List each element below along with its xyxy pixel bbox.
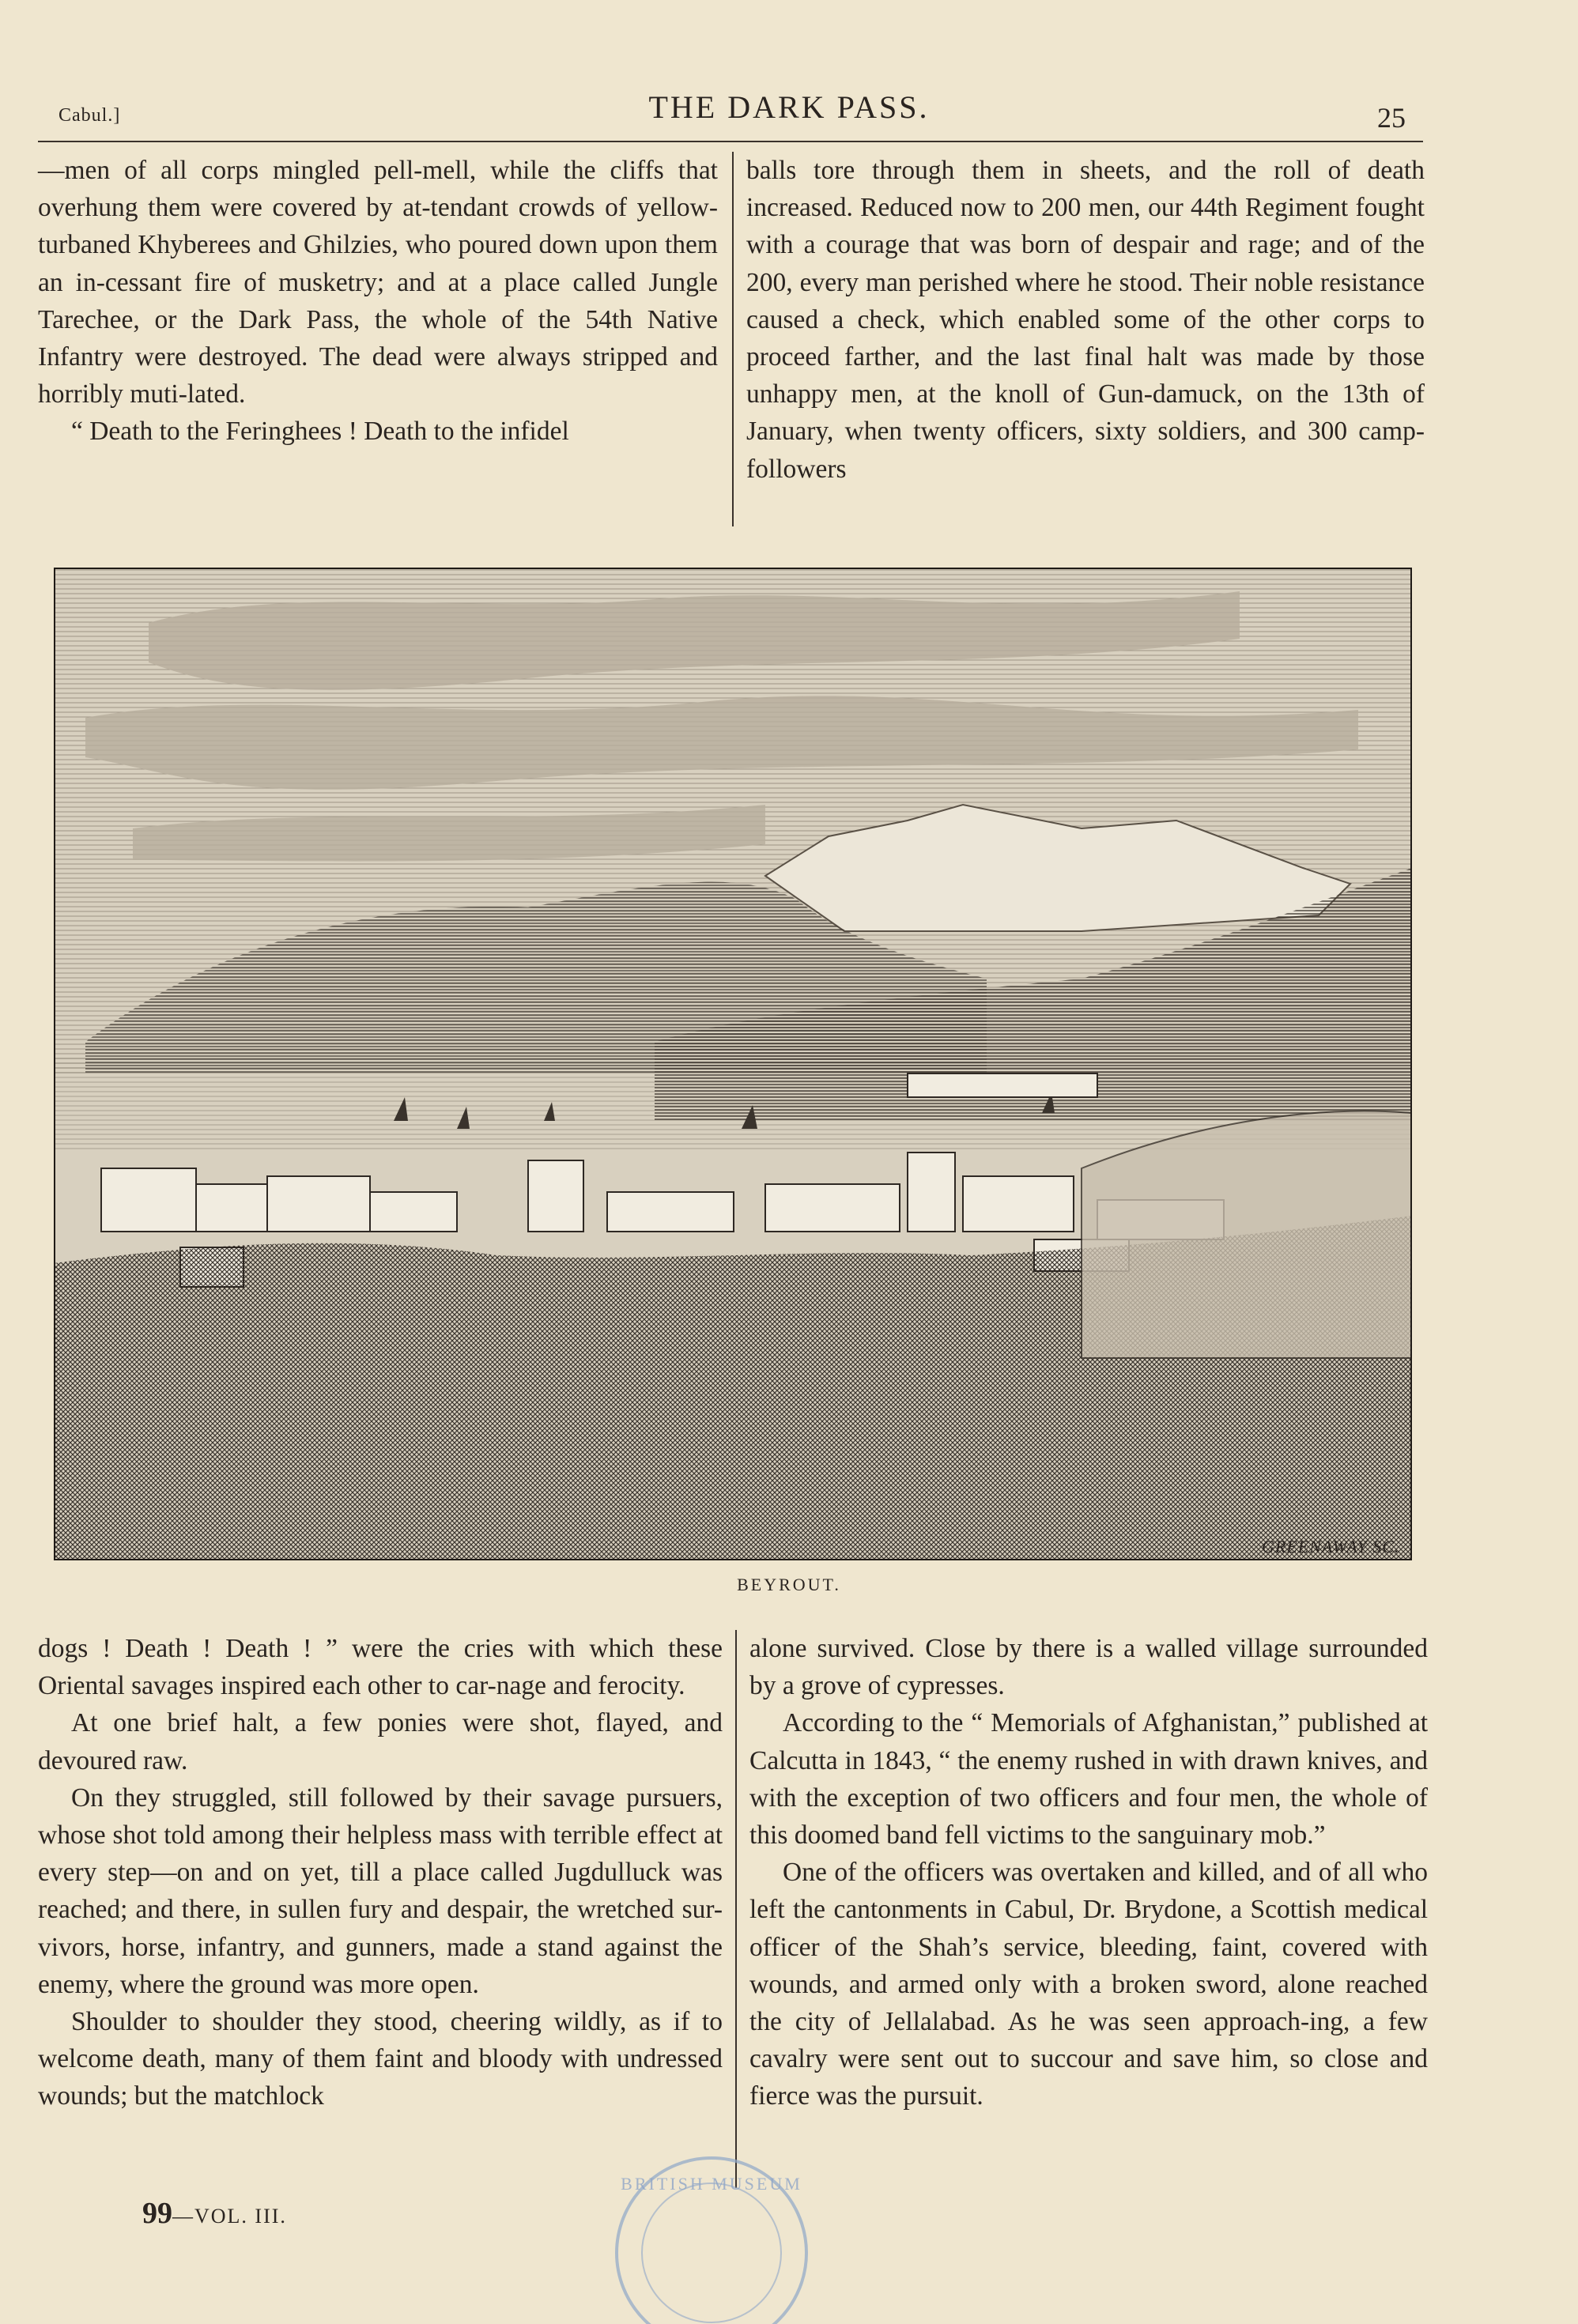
paragraph: “ Death to the Feringhees ! Death to the infidel — [71, 417, 569, 447]
bottom-left-column — [38, 1630, 723, 2115]
beyrout-engraving — [54, 568, 1412, 1560]
paragraph: On they struggled, still followed by their savage pursuers, whose shot told among their helpless mass with terrible effect at every step—on and on yet, till a place called Jugdulluck was reached; and there, in sullen fury and despair, the wretched sur-vivors, horse, infantry, and gunners, made a stand against the enemy, where the ground was more open. — [38, 1783, 723, 1999]
stamp-text: BRITISH MUSEUM — [621, 2174, 802, 2194]
paragraph: dogs ! Death ! Death ! ” were the cries with which these Oriental savages inspired each other to car-nage and ferocity. — [38, 1634, 723, 1701]
running-head-section: Cabul.] — [59, 105, 121, 126]
paragraph: —men of all corps mingled pell-mell, while the cliffs that overhung them were covered by at-tendant crowds of yellow-turbaned Khyberees and Ghilzies, who poured down upon them an in-cessant fire of musketry; and at a place called Jungle Tarechee, or the Dark Pass, the whole of the 54th Native Infantry were destroyed. The dead were always stripped and horribly muti-lated. — [38, 156, 718, 409]
signature-number: 99 — [142, 2197, 172, 2230]
paragraph: Shoulder to shoulder they stood, cheering wildly, as if to welcome death, many of them faint and bloody with undressed wounds; but the matchlock — [38, 2007, 723, 2111]
paragraph: One of the officers was overtaken and killed, and of all who left the cantonments in Cabul, Dr. Brydone, a Scottish medical officer of the Shah’s service, bleeding, faint, covered with wounds, and armed only with a broken sword, alone reached the city of Jellalabad. As he was seen approach-ing, a few cavalry were sent out to succour and save him, so close and fierce was the pursuit. — [749, 1858, 1428, 2111]
page-title: THE DARK PASS. — [648, 89, 930, 125]
top-left-column — [38, 152, 718, 451]
column-rule — [732, 152, 734, 526]
signature-mark-footer — [142, 2196, 287, 2231]
illustration-caption: BEYROUT. — [737, 1575, 841, 1594]
paragraph: alone survived. Close by there is a walled village surrounded by a grove of cypresses. — [749, 1634, 1428, 1701]
library-stamp — [601, 2126, 822, 2324]
top-right-column — [746, 152, 1425, 488]
header-rule — [38, 141, 1423, 142]
volume-label: —VOL. III. — [172, 2205, 287, 2228]
column-rule — [735, 1630, 737, 2188]
paragraph: balls tore through them in sheets, and the roll of death increased. Reduced now to 200 men, our 44th Regiment fought with a courage that was born of despair and rage; and of the 200, every man perished where he stood. Their noble resistance caused a check, which enabled some of the other corps to proceed farther, and the last final halt was made by those unhappy men, at the knoll of Gun-damuck, on the 13th of January, when twenty officers, sixty soldiers, and 300 camp-followers — [746, 156, 1425, 484]
page-number: 25 — [1377, 102, 1406, 134]
paragraph: At one brief halt, a few ponies were shot, flayed, and devoured raw. — [38, 1708, 723, 1775]
engraver-signature: GREENAWAY SC. — [1262, 1537, 1400, 1556]
paragraph: According to the “ Memorials of Afghanistan,” published at Calcutta in 1843, “ the enemy rushed in with drawn knives, and with the exception of two officers and four men, the whole of this doomed band fell victims to the sanguinary mob.” — [749, 1708, 1428, 1851]
bottom-right-column — [749, 1630, 1428, 2115]
